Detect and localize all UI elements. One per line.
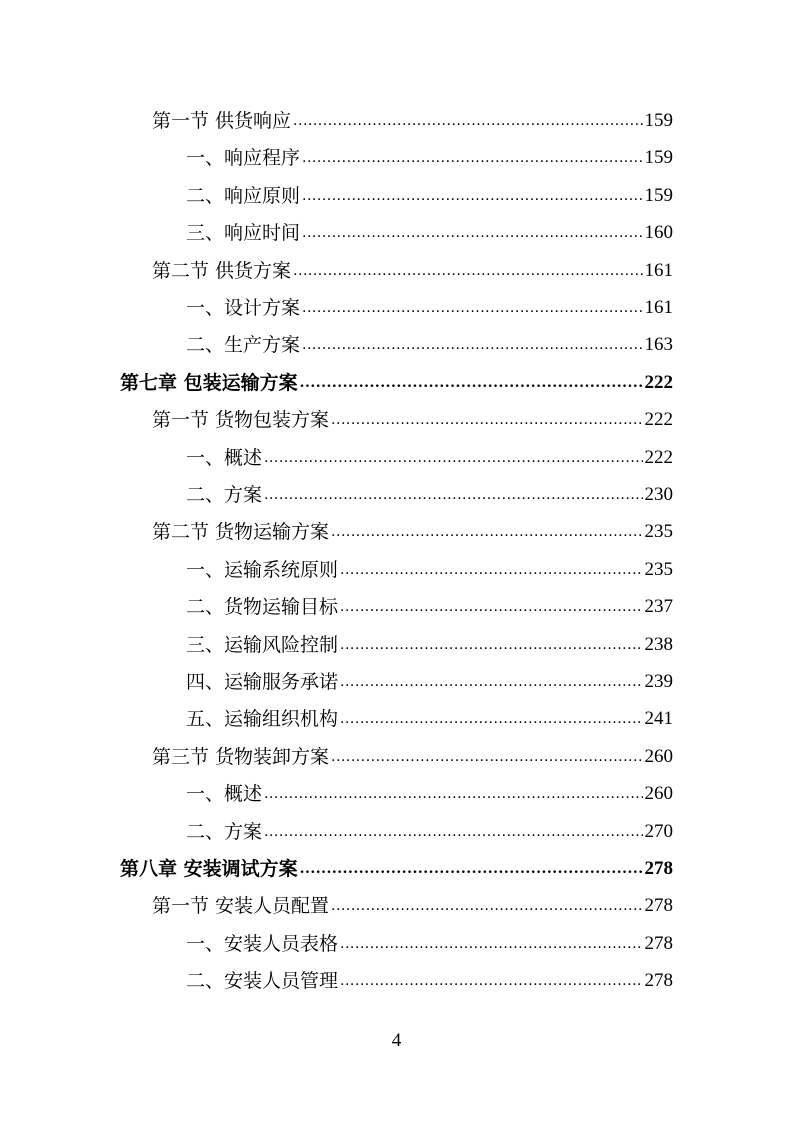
toc-subsection-entry[interactable] — [186, 287, 673, 319]
toc-dot-leader — [302, 222, 642, 244]
toc-subsection-entry[interactable] — [186, 474, 673, 506]
toc-subsection-entry[interactable] — [186, 212, 673, 244]
toc-entry-label: 第一节 安装人员配置 — [152, 895, 330, 918]
toc-entry-label: 第三节 货物装卸方案 — [152, 745, 330, 768]
toc-subsection-entry[interactable] — [186, 923, 673, 955]
toc-dot-leader — [340, 559, 642, 581]
toc-entry-page: 237 — [644, 596, 673, 618]
toc-entry-label: 二、响应原则 — [186, 184, 301, 207]
toc-subsection-entry[interactable] — [186, 811, 673, 843]
toc-entry-label: 二、安装人员管理 — [186, 970, 339, 993]
toc-entry-page: 278 — [644, 970, 673, 992]
toc-entry-label: 二、生产方案 — [186, 334, 301, 357]
toc-entry-label: 二、货物运输目标 — [186, 596, 339, 619]
toc-entry-label: 一、运输系统原则 — [186, 558, 339, 581]
toc-entry-label: 第一节 货物包装方案 — [152, 409, 330, 432]
toc-entry-page: 270 — [644, 820, 673, 842]
toc-dot-leader — [302, 297, 642, 319]
toc-dot-leader — [264, 783, 642, 805]
toc-entry-page: 235 — [644, 521, 673, 543]
toc-entry-label: 一、安装人员表格 — [186, 932, 339, 955]
toc-subsection-entry[interactable] — [186, 773, 673, 805]
toc-entry-page: 241 — [644, 708, 673, 730]
toc-dot-leader — [264, 447, 642, 469]
toc-dot-leader — [300, 372, 643, 394]
toc-entry-page: 159 — [644, 184, 673, 206]
toc-entry-page: 239 — [644, 671, 673, 692]
toc-entry-page: 159 — [644, 110, 673, 131]
toc-chapter-entry[interactable] — [120, 848, 673, 880]
toc-entry-label: 第八章 安装调试方案 — [120, 858, 298, 880]
toc-entry-page: 230 — [644, 484, 673, 505]
toc-dot-leader — [293, 110, 642, 132]
toc-section-entry[interactable] — [152, 885, 673, 917]
toc-entry-label: 一、概述 — [186, 783, 263, 806]
toc-entry-label: 第七章 包装运输方案 — [120, 371, 298, 394]
toc-subsection-entry[interactable] — [186, 624, 673, 656]
toc-entry-label: 一、概述 — [186, 446, 263, 469]
toc-subsection-entry[interactable] — [186, 586, 673, 618]
toc-section-entry[interactable] — [152, 100, 673, 132]
toc-entry-page: 161 — [644, 297, 673, 318]
toc-entry-label: 三、运输风险控制 — [186, 633, 339, 656]
toc-subsection-entry[interactable] — [186, 549, 673, 581]
toc-entry-page: 278 — [644, 895, 673, 917]
toc-subsection-entry[interactable] — [186, 137, 673, 169]
toc-dot-leader — [302, 147, 642, 169]
toc-dot-leader — [340, 634, 642, 656]
toc-dot-leader — [331, 895, 642, 917]
toc-entry-label: 二、方案 — [186, 820, 263, 843]
toc-entry-label: 第二节 供货方案 — [152, 259, 292, 282]
toc-dot-leader — [331, 409, 642, 431]
toc-entry-page: 278 — [644, 858, 673, 879]
toc-entry-page: 222 — [644, 446, 673, 468]
toc-section-entry[interactable] — [152, 399, 673, 431]
toc-dot-leader — [331, 521, 642, 543]
toc-entry-label: 三、响应时间 — [186, 222, 301, 245]
toc-subsection-entry[interactable] — [186, 661, 673, 693]
toc-dot-leader — [302, 185, 642, 207]
toc-subsection-entry[interactable] — [186, 960, 673, 992]
toc-entry-label: 第一节 供货响应 — [152, 110, 292, 132]
toc-dot-leader — [340, 970, 642, 992]
toc-entry-page: 238 — [644, 633, 673, 655]
toc-dot-leader — [340, 708, 642, 730]
page-number: 4 — [391, 1030, 402, 1051]
toc-entry-page: 222 — [644, 371, 673, 393]
toc-entry-label: 五、运输组织机构 — [186, 708, 339, 731]
toc-section-entry[interactable] — [152, 511, 673, 543]
toc-entry-page: 260 — [644, 783, 673, 805]
toc-dot-leader — [340, 671, 642, 693]
toc-subsection-entry[interactable] — [186, 437, 673, 469]
toc-entry-label: 一、响应程序 — [186, 147, 301, 170]
toc-section-entry[interactable] — [152, 736, 673, 768]
toc-section-entry[interactable] — [152, 250, 673, 282]
toc-entry-page: 161 — [644, 259, 673, 281]
toc-entry-page: 159 — [644, 147, 673, 169]
toc-dot-leader — [302, 334, 642, 356]
toc-entry-label: 二、方案 — [186, 484, 263, 506]
toc-subsection-entry[interactable] — [186, 324, 673, 356]
toc-entry-page: 278 — [644, 932, 673, 954]
toc-entry-page: 222 — [644, 409, 673, 431]
toc-dot-leader — [264, 484, 642, 506]
toc-entry-label: 四、运输服务承诺 — [186, 671, 339, 693]
toc-entry-page: 260 — [644, 745, 673, 767]
toc-entry-page: 163 — [644, 334, 673, 356]
toc-entry-page: 160 — [644, 222, 673, 244]
toc-dot-leader — [293, 260, 642, 282]
toc-dot-leader — [264, 821, 642, 843]
toc-entry-page: 235 — [644, 558, 673, 580]
toc-entry-label: 第二节 货物运输方案 — [152, 521, 330, 544]
toc-chapter-entry[interactable] — [120, 362, 673, 394]
toc-dot-leader — [331, 746, 642, 768]
toc-dot-leader — [340, 596, 642, 618]
toc-subsection-entry[interactable] — [186, 175, 673, 207]
toc-subsection-entry[interactable] — [186, 698, 673, 730]
toc-dot-leader — [300, 858, 643, 880]
toc-entry-label: 一、设计方案 — [186, 297, 301, 319]
toc-dot-leader — [340, 933, 642, 955]
